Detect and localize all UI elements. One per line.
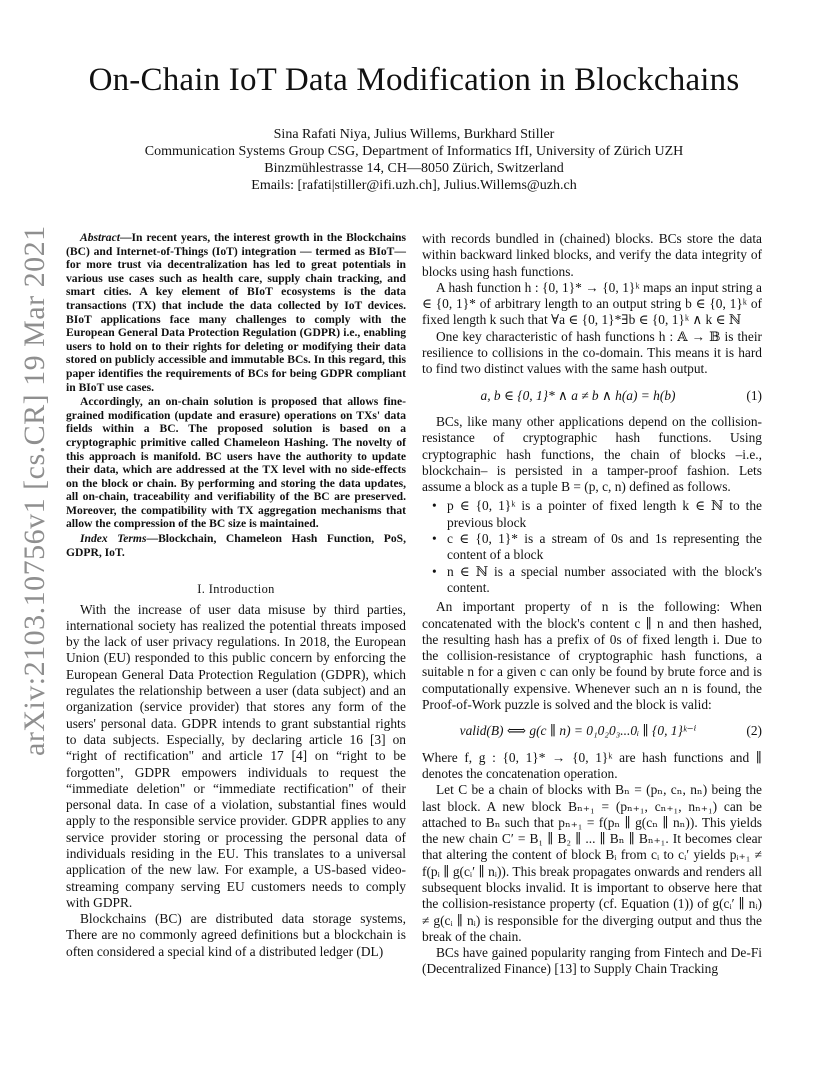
body-paragraph-block: BCs, like many other applications depend on the collision-resistance of cryptographic hash functions. Using cryptographic hash functions, the chain of blocks –i.e., blockchain– is persisted in a tamper-proof fashion. Lets assume a block as a tuple B = (p, c, n) defined as follows.	[422, 413, 762, 495]
list-item: • c ∈ {0, 1}* is a stream of 0s and 1s representing the content of a block	[422, 531, 762, 564]
paper-title: On-Chain IoT Data Modification in Blockchains	[88, 62, 740, 98]
block-definition-list	[422, 498, 762, 596]
abstract-paragraph-1: Abstract—In recent years, the interest growth in the Blockchains (BC) and Internet-of-Things (IoT) integration — termed as BIoT— for more trust via decentralization has led to great potentials in various use cases such as health care, supply chain tracking, and smart cities. A key element of BIoT ecosystems is the data transactions (TX) that include the data collected by IoT devices. BIoT applications face many challenges to comply with the European General Data Protection Regulation (GDPR) i.e., enabling users to hold on to their rights for deleting or modifying their data stored on publicly accessible and immutable BCs. In this regard, this paper identifies the requirements of BCs for being GDPR compliant in BIoT use cases.	[66, 231, 406, 394]
body-paragraph-hash: A hash function h : {0, 1}* → {0, 1}ᵏ maps an input string a ∈ {0, 1}* of arbitrary length to an output string b ∈ {0, 1}ᵏ of fixed length k such that ∀a ∈ {0, 1}*∃b ∈ {0, 1}ᵏ ∧ k ∈ ℕ	[422, 279, 762, 328]
author-affiliation: Communication Systems Group CSG, Department of Informatics IfI, University of Zürich UZH	[144, 144, 684, 159]
list-item: • n ∈ ℕ is a special number associated with the block's content.	[422, 564, 762, 597]
author-emails: Emails: [rafati|stiller@ifi.uzh.ch], Julius.Willems@uzh.ch	[251, 178, 577, 193]
abstract-label: Abstract	[80, 231, 120, 244]
equation-2	[422, 723, 762, 739]
left-column	[66, 231, 406, 960]
body-paragraph-popularity: BCs have gained popularity ranging from Fintech and De-Fi (Decentralized Finance) [13] to Supply Chain Tracking	[422, 945, 762, 977]
index-terms: Index Terms—Blockchain, Chameleon Hash Function, PoS, GDPR, IoT.	[66, 532, 406, 559]
author-names: Sina Rafati Niya, Julius Willems, Burkhard Stiller	[273, 127, 555, 142]
body-paragraph-property: An important property of n is the following: When concatenated with the block's content c ∥ n and then hashed, the resulting hash has a prefix of 0s of fixed length i. Due to the collision-resistance of cryptographic hash functions, a suitable n for a given c can only be found by brute force and is computationally expensive. Whenever such an n is found, the Proof-of-Work puzzle is solved and the block is valid:	[422, 599, 762, 713]
section-heading: I. Introduction	[197, 582, 275, 597]
list-item: • p ∈ {0, 1}ᵏ is a pointer of fixed length k ∈ ℕ to the previous block	[422, 498, 762, 531]
equation-1-expression: a, b ∈ {0, 1}* ∧ a ≠ b ∧ h(a) = h(b)	[480, 387, 676, 403]
body-paragraph-0: with records bundled in (chained) blocks. BCs store the data within backward linked blocks, and verify the data integrity of blocks using hash functions.	[422, 231, 762, 279]
body-paragraph-collision: One key characteristic of hash functions h : 𝔸 → 𝔹 is their resilience to collisions in the co-domain. This means it is hard to find two distinct values with the same hash output.	[422, 328, 762, 377]
body-paragraph-where: Where f, g : {0, 1}* → {0, 1}ᵏ are hash functions and ∥ denotes the concatenation operation.	[422, 749, 762, 781]
intro-paragraph-1: With the increase of user data misuse by third parties, international society has realized the potential threats imposed by the lack of user privacy regulations. In 2018, the European Union (EU) responded to this public concern by enforcing the European General Data Protection Regulation (GDPR), which regulates the relationship between a user (data subject) and an organization (service provider) that stores any form of the users' personal data. GDPR intends to grant substantial rights to data subjects. Especially, by declaring article 16 [3] on “right of rectification" and article 17 [4] on “right to be forgotten", GDPR empowers individuals to request the “immediate deletion" or “immediate rectification" of their personal data. In case of a violation, substantial fines would apply to the responsible service provider. GDPR applies to any service provider storing or processing the personal data of individuals residing in the EU. This translates to a universal application of the new law. For example, a US-based video-streaming company serving EU customers needs to comply with GDPR.	[66, 601, 406, 910]
abstract-paragraph-2: Accordingly, an on-chain solution is proposed that allows fine-grained modification (update and erasure) operations on TXs' data fields within a BC. The proposed solution is based on a cryptographic primitive called Chameleon Hashing. The novelty of this approach is manifold. BC users have the authority to update their data, which are addressed at the TX level with no side-effects on the block or chain. By performing and storing the data updates, all on-chain, traceability and verifiability of the BC are preserved. Moreover, the compatibility with TX aggregation mechanisms that allow the compression of the BC size is maintained.	[66, 395, 406, 531]
equation-1	[422, 388, 762, 404]
author-block	[0, 126, 828, 194]
abstract	[66, 231, 406, 559]
index-terms-label: Index Terms	[80, 532, 147, 546]
equation-2-number: (2)	[746, 723, 762, 739]
arxiv-identifier: arXiv:2103.10756v1 [cs.CR] 19 Mar 2021	[18, 225, 51, 756]
equation-1-number: (1)	[746, 387, 762, 403]
equation-2-expression: valid(B) ⟺ g(c ∥ n) = 0₁0₂0₃...0ᵢ ∥ {0, 1}ᵏ⁻ⁱ	[459, 723, 697, 739]
author-address: Binzmühlestrasse 14, CH—8050 Zürich, Switzerland	[264, 161, 564, 176]
right-column	[422, 231, 762, 978]
body-paragraph-chain: Let C be a chain of blocks with Bₙ = (pₙ, cₙ, nₙ) being the last block. A new block Bₙ₊₁ = (pₙ₊₁, cₙ₊₁, nₙ₊₁) can be attached to Bₙ such that pₙ₊₁ = f(pₙ ∥ g(cₙ ∥ nₙ)). This yields the new chain C′ = B₁ ∥ B₂ ∥ ... ∥ Bₙ ∥ Bₙ₊₁. It becomes clear that altering the content of block Bᵢ from cᵢ to cᵢ′ yields pᵢ₊₁ ≠ f(pᵢ ∥ g(cᵢ′ ∥ nᵢ)). This break propagates onwards and renders all subsequent blocks invalid. It is important to observe here that the collision-resistance property (cf. Equation (1)) of g(cᵢ′ ∥ nᵢ) ≠ g(cᵢ ∥ nᵢ) is responsible for the diverging output and thus the break of the chain.	[422, 782, 762, 944]
intro-paragraph-2: Blockchains (BC) are distributed data storage systems, There are no commonly agreed definitions but a blockchain is often considered a special kind of a distributed ledger (DL)	[66, 911, 406, 959]
